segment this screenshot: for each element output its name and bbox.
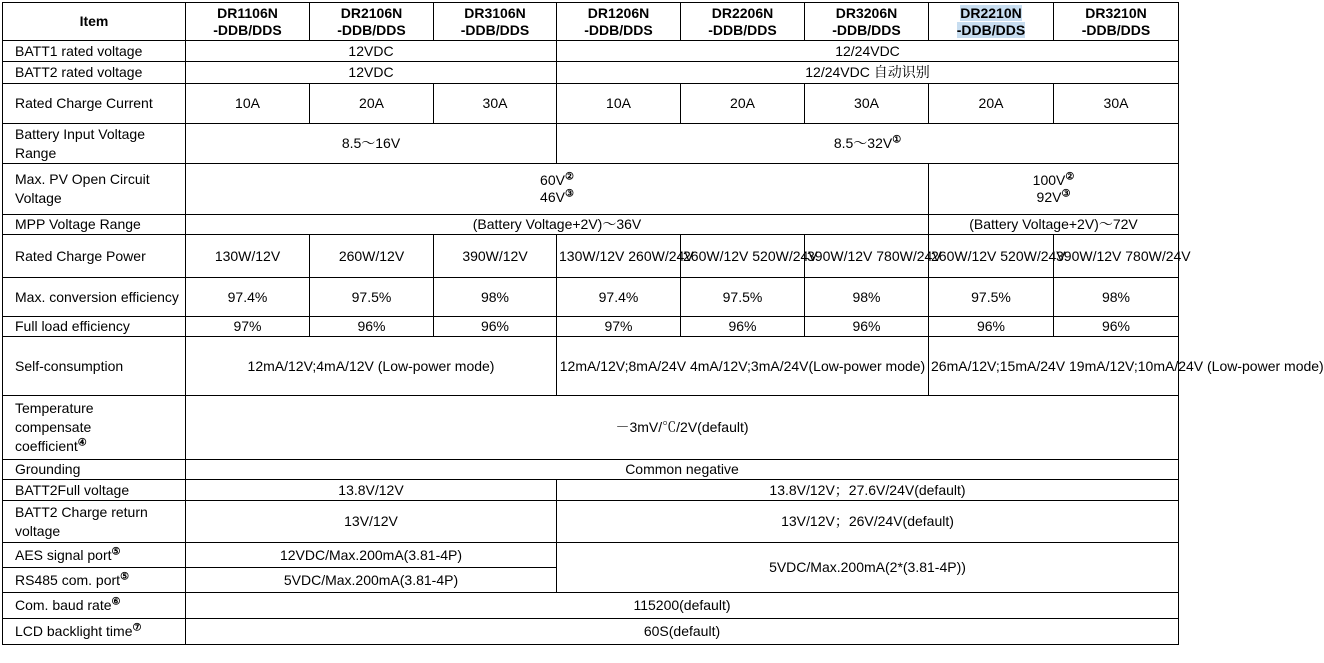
cell-value: 390W/12V — [434, 235, 557, 278]
cell-value: 97.5% — [310, 278, 434, 317]
header-model-dr2206n: DR2206N -DDB/DDS — [681, 3, 805, 41]
cell-value: 12/24VDC 自动识别 — [557, 62, 1179, 84]
cell-value: 10A — [186, 84, 310, 124]
cell-value: 96% — [681, 317, 805, 337]
cell-value: 20A — [681, 84, 805, 124]
cell-value: 97.4% — [557, 278, 681, 317]
footnote-marker: ④ — [77, 437, 87, 449]
cell-value: 12mA/12V;8mA/24V 4mA/12V;3mA/24V(Low-power mode) — [557, 337, 929, 396]
row-label: RS485 com. port⑤ — [3, 568, 186, 593]
row-label: AES signal port⑤ — [3, 543, 186, 568]
footnote-marker: ① — [892, 134, 902, 146]
header-model-dr1106n: DR1106N -DDB/DDS — [186, 3, 310, 41]
cell-value: 96% — [929, 317, 1054, 337]
cell-value: 97.4% — [186, 278, 310, 317]
cell-value: 96% — [1054, 317, 1179, 337]
row-aes-signal-port — [3, 543, 1179, 568]
header-model-dr3210n: DR3210N -DDB/DDS — [1054, 3, 1179, 41]
row-label: Com. baud rate⑥ — [3, 593, 186, 619]
row-batt2-charge-return-voltage — [3, 501, 1179, 543]
cell-value: 97% — [557, 317, 681, 337]
row-max-conversion-efficiency — [3, 278, 1179, 317]
row-mpp-voltage-range — [3, 215, 1179, 235]
cell-value: 60S(default) — [186, 619, 1179, 645]
row-rated-charge-power — [3, 235, 1179, 278]
row-label: BATT2 Charge return voltage — [3, 501, 186, 543]
row-label: BATT1 rated voltage — [3, 41, 186, 62]
header-model-dr3106n: DR3106N -DDB/DDS — [434, 3, 557, 41]
cell-value: 260W/12V — [310, 235, 434, 278]
row-label: Max. conversion efficiency — [3, 278, 186, 317]
cell-value: 115200(default) — [186, 593, 1179, 619]
cell-value: 98% — [805, 278, 929, 317]
row-label: Rated Charge Current — [3, 84, 186, 124]
footnote-marker: ⑦ — [132, 622, 142, 634]
cell-value: 96% — [434, 317, 557, 337]
row-label: Rated Charge Power — [3, 235, 186, 278]
cell-value: 20A — [929, 84, 1054, 124]
cell-value: 10A — [557, 84, 681, 124]
cell-value: 60V② 46V③ — [186, 164, 929, 215]
cell-value: 12VDC/Max.200mA(3.81-4P) — [186, 543, 557, 568]
cell-value: 26mA/12V;15mA/24V 19mA/12V;10mA/24V (Low-power mode) — [929, 337, 1179, 396]
cell-value: 5VDC/Max.200mA(3.81-4P) — [186, 568, 557, 593]
row-label: MPP Voltage Range — [3, 215, 186, 235]
header-model-dr2210n — [929, 3, 1054, 41]
row-full-load-efficiency — [3, 317, 1179, 337]
cell-value: 98% — [1054, 278, 1179, 317]
cell-value: Common negative — [186, 460, 1179, 480]
footnote-marker: ③ — [564, 188, 574, 200]
cell-value: 20A — [310, 84, 434, 124]
footnote-marker: ⑤ — [111, 545, 121, 557]
row-batt1-rated-voltage — [3, 41, 1179, 62]
cell-value: 12mA/12V;4mA/12V (Low-power mode) — [186, 337, 557, 396]
row-label: Full load efficiency — [3, 317, 186, 337]
cell-value: 30A — [805, 84, 929, 124]
row-com-baud-rate — [3, 593, 1179, 619]
header-row — [3, 3, 1179, 41]
row-battery-input-voltage-range — [3, 124, 1179, 164]
cell-value: 260W/12V 520W/24V — [681, 235, 805, 278]
row-rated-charge-current — [3, 84, 1179, 124]
row-label: LCD backlight time⑦ — [3, 619, 186, 645]
cell-value: 97.5% — [929, 278, 1054, 317]
row-label: Battery Input Voltage Range — [3, 124, 186, 164]
header-model-dr2106n: DR2106N -DDB/DDS — [310, 3, 434, 41]
spec-sheet — [2, 2, 1324, 645]
row-label: Self-consumption — [3, 337, 186, 396]
cell-value: 12VDC — [186, 41, 557, 62]
cell-value: 97% — [186, 317, 310, 337]
cell-value: 260W/12V 520W/24V — [929, 235, 1054, 278]
cell-value: 130W/12V 260W/24V — [557, 235, 681, 278]
row-temperature-compensate-coefficient — [3, 396, 1179, 460]
row-grounding — [3, 460, 1179, 480]
cell-value: 130W/12V — [186, 235, 310, 278]
selected-text-highlight[interactable]: -DDB/DDS — [956, 21, 1026, 38]
footnote-marker: ② — [1065, 171, 1075, 183]
cell-value: 96% — [805, 317, 929, 337]
footnote-marker: ⑥ — [111, 596, 121, 608]
row-self-consumption — [3, 337, 1179, 396]
cell-value: 97.5% — [681, 278, 805, 317]
row-label: BATT2 rated voltage — [3, 62, 186, 84]
cell-value: 5VDC/Max.200mA(2*(3.81-4P)) — [557, 543, 1179, 593]
cell-value: 13V/12V；26V/24V(default) — [557, 501, 1179, 543]
header-model-dr1206n: DR1206N -DDB/DDS — [557, 3, 681, 41]
row-label: Temperature compensate coefficient④ — [3, 396, 186, 460]
footnote-marker: ② — [564, 171, 574, 183]
row-label: Max. PV Open Circuit Voltage — [3, 164, 186, 215]
selected-text-highlight[interactable]: DR2210N — [960, 4, 1022, 21]
cell-value: 8.5～32V① — [557, 124, 1179, 164]
row-batt2-full-voltage — [3, 480, 1179, 501]
cell-value: 100V② 92V③ — [929, 164, 1179, 215]
row-batt2-rated-voltage — [3, 62, 1179, 84]
cell-value: 13.8V/12V — [186, 480, 557, 501]
cell-value: 8.5～16V — [186, 124, 557, 164]
header-item: Item — [3, 3, 186, 41]
cell-value: 30A — [434, 84, 557, 124]
footnote-marker: ⑤ — [120, 570, 130, 582]
cell-value: (Battery Voltage+2V)～36V — [186, 215, 929, 235]
cell-value: 390W/12V 780W/24V — [805, 235, 929, 278]
footnote-marker: ③ — [1061, 188, 1071, 200]
cell-value: 96% — [310, 317, 434, 337]
cell-value: 390W/12V 780W/24V — [1054, 235, 1179, 278]
cell-value: 12VDC — [186, 62, 557, 84]
cell-value: 30A — [1054, 84, 1179, 124]
row-label: Grounding — [3, 460, 186, 480]
specification-table — [2, 2, 1324, 645]
cell-value: 98% — [434, 278, 557, 317]
row-lcd-backlight-time — [3, 619, 1179, 645]
cell-value: －3mV/℃/2V(default) — [186, 396, 1179, 460]
cell-value: 13.8V/12V；27.6V/24V(default) — [557, 480, 1179, 501]
header-model-dr3206n: DR3206N -DDB/DDS — [805, 3, 929, 41]
cell-value: 12/24VDC — [557, 41, 1179, 62]
row-max-pv-open-circuit-voltage — [3, 164, 1179, 215]
cell-value: 13V/12V — [186, 501, 557, 543]
row-label: BATT2Full voltage — [3, 480, 186, 501]
cell-value: (Battery Voltage+2V)～72V — [929, 215, 1179, 235]
